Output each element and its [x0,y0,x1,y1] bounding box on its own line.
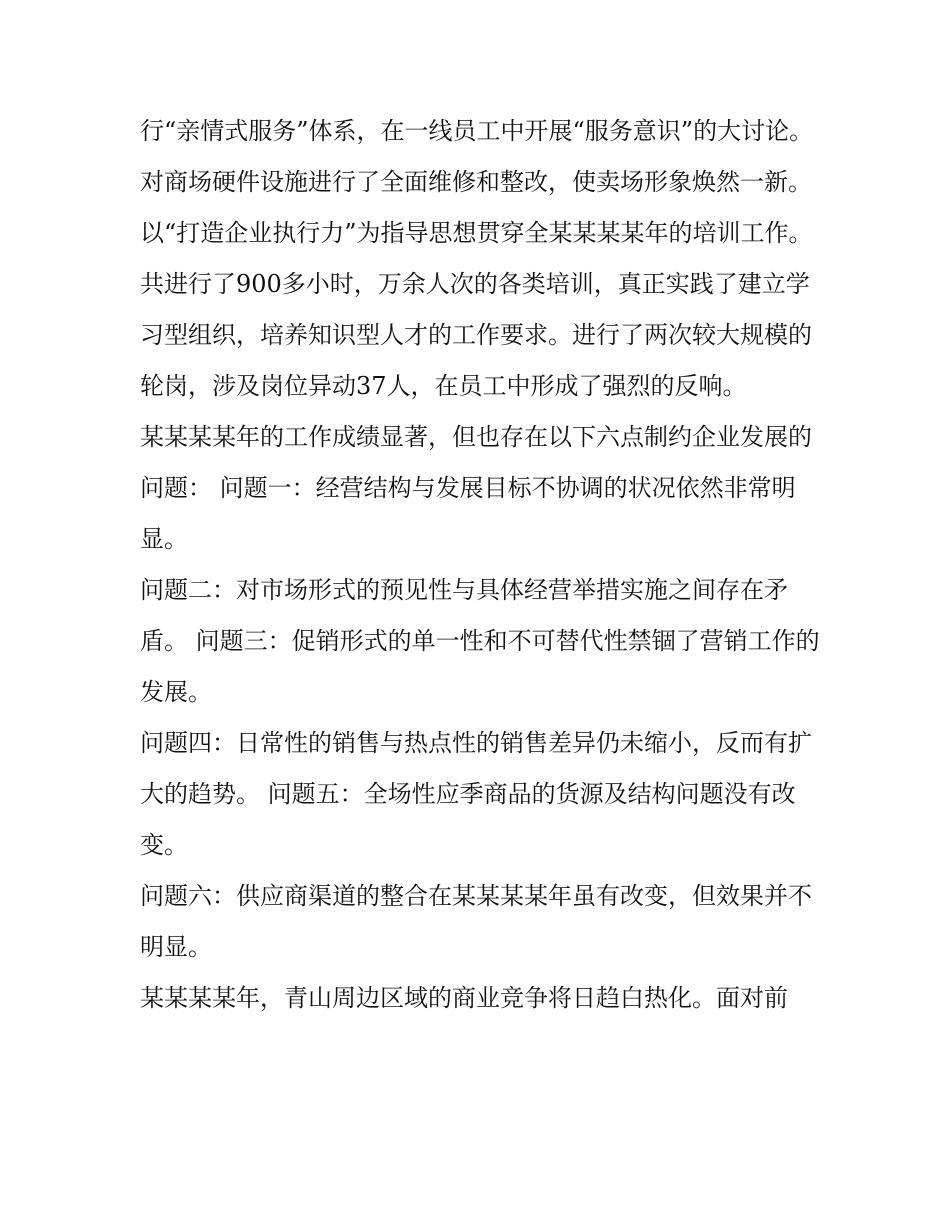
paragraph-problem-6: 问题六：供应商渠道的整合在某某某某年虽有改变，但效果并不明显。 [140,882,812,961]
paragraph-problems-intro: 某某某某年的工作成绩显著，但也存在以下六点制约企业发展的问题： 问题一：经营结构与发展目标不协调的状况依然非常明显。 [140,423,812,553]
paragraph-service-reform: 行“亲情式服务”体系，在一线员工中开展“服务意识”的大讨论。对商场硬件设施进行了全面维修和整改，使卖场形象焕然一新。 [140,117,814,196]
paragraph-training: 以“打造企业执行力”为指导思想贯穿全某某某某年的培训工作。共进行了900多小时，万余人次的各类培训，真正实践了建立学习型组织，培养知识型人才的工作要求。进行了两次较大规模的轮岗，涉及岗位异动37人，在员工中形成了强烈的反响。 [140,219,813,400]
document-body [140,106,820,1024]
paragraph-problems-4-5: 问题四：日常性的销售与热点性的销售差异仍未缩小，反而有扩大的趋势。 问题五：全场性应季商品的货源及结构问题没有改变。 [140,729,812,859]
paragraph-outlook: 某某某某年，青山周边区域的商业竞争将日趋白热化。面对前 [140,984,788,1012]
paragraph-problems-2-3: 问题二：对市场形式的预见性与具体经营举措实施之间存在矛盾。 问题三：促销形式的单一性和不可替代性禁锢了营销工作的发展。 [140,576,820,706]
